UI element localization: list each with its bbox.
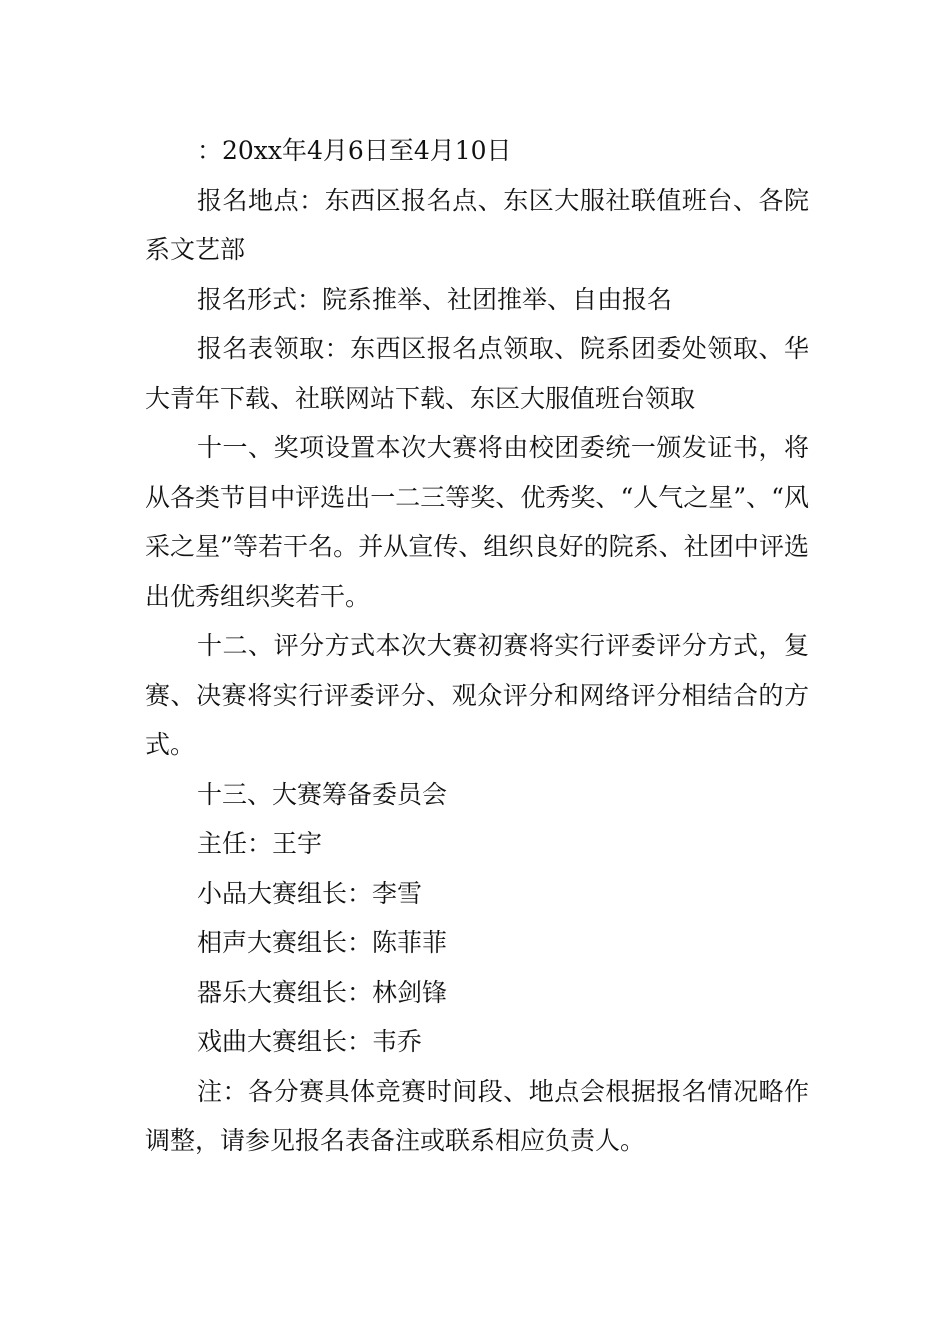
paragraph-scoring: 十二、评分方式本次大赛初赛将实行评委评分方式，复赛、决赛将实行评委评分、观众评分和网络评分相结合的方式。 [145,631,809,759]
paragraph-awards: 十一、奖项设置本次大赛将由校团委统一颁发证书，将从各类节目中评选出一二三等奖、优秀奖、“人气之星”、“风采之星”等若干名。并从宣传、组织良好的院系、社团中评选出优秀组织奖若干。 [145,433,809,611]
paragraph-committee-heading: 十三、大赛筹备委员会 [197,779,448,809]
paragraph-registration-form: 报名形式：院系推举、社团推举、自由报名 [197,284,673,314]
paragraph-opera-leader: 戏曲大赛组长：韦乔 [197,1027,423,1056]
paragraph-registration-time: ：20xx年4月6日至4月10日 [197,136,512,165]
paragraph-crosstalk-leader: 相声大赛组长：陈菲菲 [197,928,448,957]
paragraph-instrumental-leader: 器乐大赛组长：林剑锋 [197,977,448,1007]
paragraph-director: 主任：王宇 [197,829,323,858]
paragraph-sketch-leader: 小品大赛组长：李雪 [197,878,423,908]
paragraph-registration-location: 报名地点：东西区报名点、东区大服社联值班台、各院系文艺部 [145,185,809,264]
document-page [145,126,809,1166]
paragraph-form-pickup: 报名表领取：东西区报名点领取、院系团委处领取、华大青年下载、社联网站下载、东区大服值班台领取 [145,334,809,413]
paragraph-note: 注：各分赛具体竞赛时间段、地点会根据报名情况略作调整，请参见报名表备注或联系相应负责人。 [145,1076,809,1155]
